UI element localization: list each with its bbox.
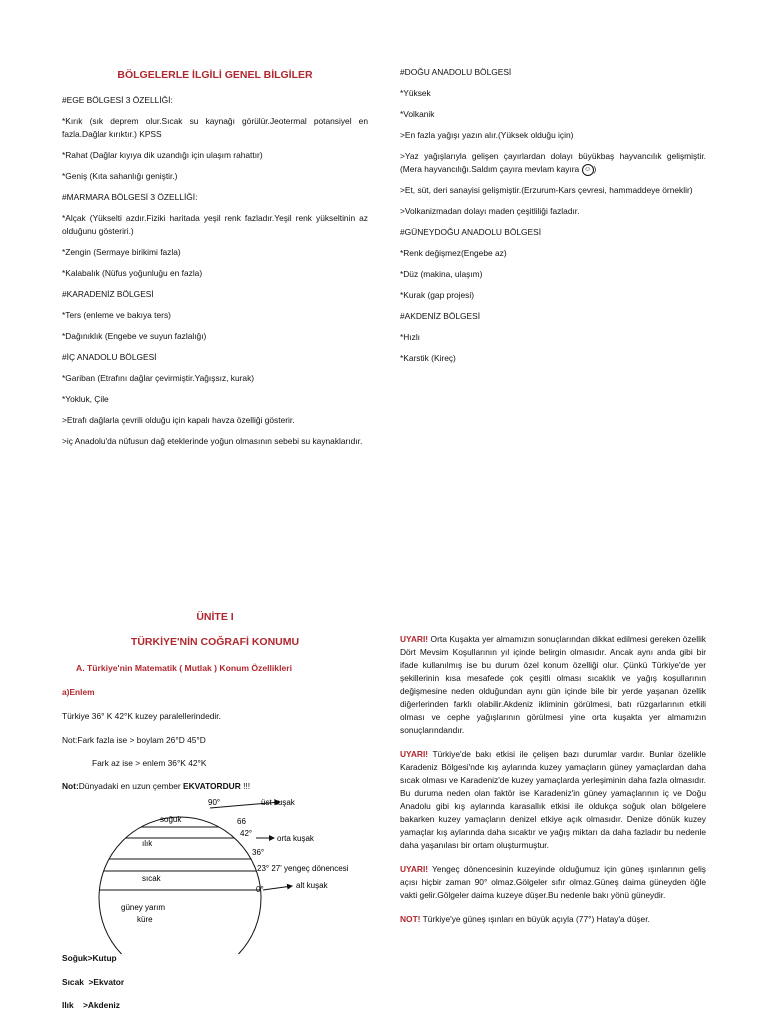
note-label: UYARI! xyxy=(400,634,429,644)
label-hemisphere-2: küre xyxy=(137,915,153,924)
arrow-alt xyxy=(263,886,292,890)
label-66: 66 xyxy=(237,817,246,826)
dogu-item-yuksek: *Yüksek xyxy=(400,88,431,99)
equator-note xyxy=(62,780,250,793)
marmara-item-alcak: *Alçak (Yükselti azdır.Fiziki haritada yeşil renk fazladır.Yeşil renk yükseltinin az olduğunu gösteriri.) xyxy=(62,213,368,237)
right-column-regions xyxy=(400,66,706,373)
guneydogu-item-renk: *Renk değişmez(Engebe az) xyxy=(400,248,507,259)
summary-ilik-b: >Akdeniz xyxy=(73,1000,120,1010)
note-text: Yengeç dönencesinin kuzeyinde olduğumuz için güneş ışınlarının geliş açısı hiçbir zaman 90° olmaz.Gölgeler sıfır olmaz.Güneş daima güneyden öğle vakti gelir.Gölgeler daima kuzeye düşer.Bu nedenle bakı yönü güneydir. xyxy=(400,864,706,901)
marmara-item-zengin: *Zengin (Sermaye birikimi fazla) xyxy=(62,247,181,258)
dogu-note-hayvancilik-text: >Yaz yağışlarıyla gelişen çayırlardan dolayı büyükbaş hayvancılık gelişmiştir.(Mera hayvancılığı.Saldım çayıra mevlam kayıra xyxy=(400,151,706,175)
summary-soguk-a: Soğuk xyxy=(62,953,88,963)
ic-anadolu-note-nufus: >iç Anadolu'da nüfusun dağ eteklerinde yoğun olmasının sebebi su kaynaklarıdır. xyxy=(62,436,363,447)
label-alt-kusak: alt kuşak xyxy=(296,881,328,890)
dogu-note-maden: >Volkanizmadan dolayı maden çeşitliliği fazladır. xyxy=(400,206,580,217)
dogu-item-volkanik: *Volkanik xyxy=(400,109,435,120)
summary-sicak-a: Sıcak xyxy=(62,977,84,987)
summary-sicak-b: >Ekvator xyxy=(83,977,125,987)
note-label: UYARI! xyxy=(400,749,429,760)
ic-anadolu-item-yokluk: *Yokluk, Çile xyxy=(62,394,109,405)
ic-anadolu-heading: #İÇ ANADOLU BÖLGESİ xyxy=(62,352,157,363)
guneydogu-heading: #GÜNEYDOĞU ANADOLU BÖLGESİ xyxy=(400,227,542,238)
page-title-regions: BÖLGELERLE İLGİLİ GENEL BİLGİLER xyxy=(117,69,313,81)
karadeniz-heading: #KARADENİZ BÖLGESİ xyxy=(62,289,154,300)
summary-sicak xyxy=(62,976,124,989)
left-column-regions xyxy=(62,94,368,456)
dogu-note-sanayi: >Et, süt, deri sanayisi gelişmiştir.(Erzurum-Kars çevresi, hammaddeye örneklir) xyxy=(400,185,693,196)
marmara-item-kalabalik: *Kalabalık (Nüfus yoğunluğu en fazla) xyxy=(62,268,203,279)
akdeniz-item-hizli: *Hızlı xyxy=(400,332,421,343)
ege-item-rahat: *Rahat (Dağlar kıyıya dik uzandığı için ulaşım rahattır) xyxy=(62,150,263,161)
marmara-heading: #MARMARA BÖLGESİ 3 ÖZELLİĞİ: xyxy=(62,192,198,203)
note-text: Türkiye'de bakı etkisi ile çelişen bazı durumlar vardır. Bunlar özelikle Karadeniz Bölgesi'nde kış aylarında kuzey yamaçların güney yamaçlardan daha sıcak olması ve Karadeniz'de kuzey yamaçlarda yerleşiminin daha fazla olmasıdır. Bu duruma neden olan faktör ise Karadeniz'in güney yamaçlarının iç ve Doğu Anadolu gibi kış aylarında karasallık etkisi ile oldukça soğuk olan bölgelere bakarken kuzey yamaçların denizel etkiye açık olmasıdır. Denize dönük kuzey yamaçlar kış aylarında daha sıcaktır ve yağış miktarı da daha fazladır bu nedenle daha yaşanılası bir ortam oluşturmuştur. xyxy=(400,749,706,851)
summary-soguk xyxy=(62,952,117,965)
smile-close: ) xyxy=(593,164,597,175)
summary-ilik-a: Ilık xyxy=(62,1000,74,1010)
label-ust-kusak: üst kuşak xyxy=(261,798,295,807)
enlem-label: a)Enlem xyxy=(62,687,95,697)
ege-item-genis: *Geniş (Kıta sahanlığı geniştir.) xyxy=(62,171,178,182)
chapter-title: TÜRKİYE'NİN COĞRAFİ KONUMU xyxy=(130,636,300,648)
note-label: NOT! xyxy=(400,914,421,925)
climate-zones-diagram xyxy=(80,794,380,954)
guneydogu-item-kurak: *Kurak (gap projesi) xyxy=(400,290,475,301)
note-orta-kusak xyxy=(400,633,706,737)
note-hatay xyxy=(400,913,706,926)
label-tropic: 23° 27' yengeç dönencesi xyxy=(257,864,349,873)
note-baki xyxy=(400,748,706,852)
ege-heading: #EGE BÖLGESİ 3 ÖZELLİĞİ: xyxy=(62,95,173,105)
enlem-line-3: Fark az ise > enlem 36°K 42°K xyxy=(92,758,207,768)
akdeniz-heading: #AKDENİZ BÖLGESİ xyxy=(400,311,481,322)
enlem-line-1: Türkiye 36° K 42°K kuzey paralellerindedir. xyxy=(62,711,221,721)
karadeniz-item-daginiklik: *Dağınıklık (Engebe ve suyun fazlalığı) xyxy=(62,331,207,342)
label-orta-kusak: orta kuşak xyxy=(277,834,314,843)
label-soguk: soğuk xyxy=(160,815,182,824)
ic-anadolu-item-gariban: *Gariban (Etrafını dağlar çevirmiştir.Yağışsız, kurak) xyxy=(62,373,255,384)
summary-soguk-b: >Kutup xyxy=(87,953,117,963)
note-text: Türkiye'ye güneş ışınları en büyük açıyla (77°) Hatay'a düşer. xyxy=(420,914,650,925)
summary-ilik xyxy=(62,999,120,1012)
right-column-notes xyxy=(400,633,706,934)
enlem-line-2: Not:Fark fazla ise > boylam 26°D 45°D xyxy=(62,735,206,745)
label-0: 0° xyxy=(256,885,264,894)
smiley-icon: ☺ xyxy=(582,164,594,176)
equator-note-bold: EKVATORDUR xyxy=(183,781,241,791)
dogu-anadolu-heading: #DOĞU ANADOLU BÖLGESİ xyxy=(400,67,512,77)
unit-title: ÜNİTE I xyxy=(196,611,234,623)
karadeniz-item-ters: *Ters (enleme ve bakıya ters) xyxy=(62,310,171,321)
ic-anadolu-note-havza: >Etrafı dağlarla çevrili olduğu için kapalı havza özelliği gösterir. xyxy=(62,415,295,426)
dogu-note-yagis: >En fazla yağışı yazın alır.(Yüksek olduğu için) xyxy=(400,130,574,141)
equator-note-text: Dünyadaki en uzun çember xyxy=(78,781,184,791)
label-42: 42° xyxy=(240,829,253,838)
label-sicak: sıcak xyxy=(142,874,161,883)
section-subtitle: A. Türkiye'nin Matematik ( Mutlak ) Konum Özellikleri xyxy=(76,663,292,673)
note-label: UYARI! xyxy=(400,864,429,875)
note-text: Orta Kuşakta yer almamızın sonuçlarından dikkat edilmesi gereken özellik Dört Mevsim Koşullarının yıl içinde belirgin olmasıdır. Ancak aynı anda gibi bir ifade kullanılmış ise bu durum özel konum özelliği olur. Çünkü Türkiye'de yer şekillerinin kısa mesafede çok çeşitli olması sıcaklık ve yağış koşullarının değişmesine neden olduğundan aynı gün içinde bile bir yerde yaşanan özellik diğerlerinden farklı olabilir.Akdeniz ikliminin görülmesi, batı rüzgarlarının etkili olması ve cephe yağışlarının görülmesi yine orta kuşakta yer almamızın sonuçlarındandır. xyxy=(400,634,706,736)
label-hemisphere-1: güney yarım xyxy=(121,903,166,912)
equator-note-end: !!! xyxy=(240,781,251,791)
label-ilik: ılık xyxy=(142,839,153,848)
ege-item-kirik: *Kırık (sık deprem olur.Sıcak su kaynağı görülür.Jeotermal potansiyel en fazla.Dağlar kırıktır.) KPSS xyxy=(62,116,368,140)
note-yengec xyxy=(400,863,706,902)
label-90: 90° xyxy=(208,798,221,807)
equator-note-label: Not: xyxy=(62,781,79,791)
akdeniz-item-karstik: *Karstik (Kireç) xyxy=(400,353,456,364)
dogu-note-hayvancilik xyxy=(400,150,706,176)
guneydogu-item-duz: *Düz (makina, ulaşım) xyxy=(400,269,483,280)
label-36: 36° xyxy=(252,848,265,857)
